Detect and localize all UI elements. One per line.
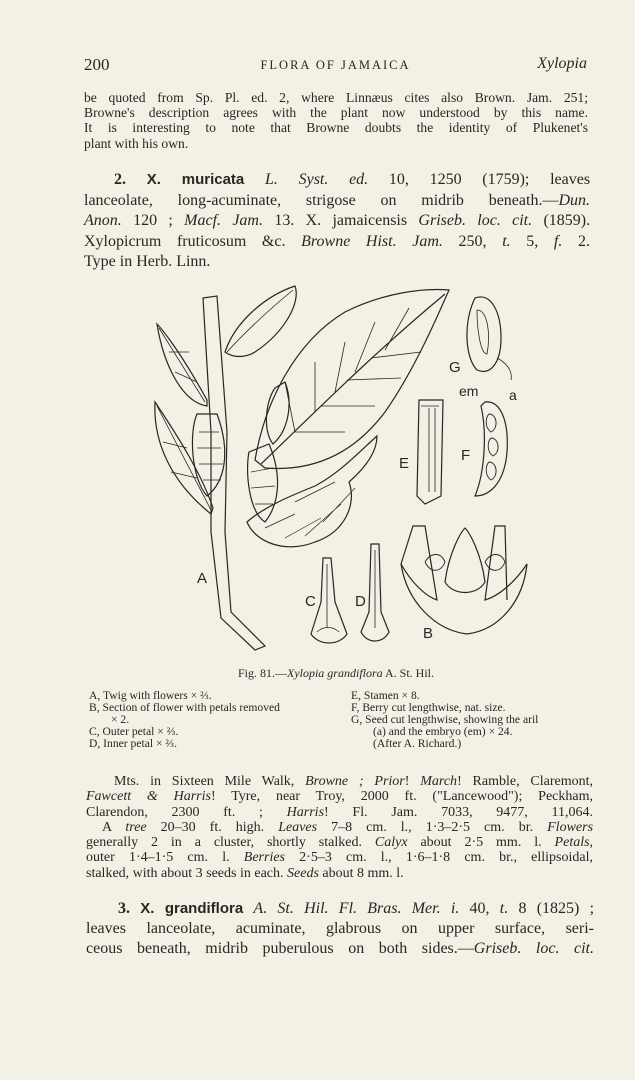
citation-text: 250, (458, 232, 487, 250)
description-text: 20–30 ft. high. (160, 819, 265, 835)
species-name: X. grandiflora (140, 900, 244, 917)
description-text: 7–8 cm. l., 1·3–2·5 cm. br. (331, 819, 534, 835)
caption-species: Xylopia grandiflora (286, 666, 383, 680)
description-text: ceous beneath, midrib puberulous on both sides.— (86, 940, 474, 957)
main-stem (203, 296, 265, 650)
citation-text: 120 ; (133, 212, 173, 229)
petal-C-detail (317, 564, 339, 632)
description-text: about 8 mm. l. (322, 865, 404, 881)
stamen-E-detail (421, 406, 439, 492)
description-text: outer 1·4–1·5 cm. l. (86, 850, 230, 866)
legend-item: (a) and the embryo (em) × 24. (373, 725, 513, 739)
synonym-text: Xylopicrum fruticosum &c. (84, 232, 286, 250)
seed-G-embryo (477, 310, 489, 354)
author-abbrev: L. (264, 171, 278, 188)
species-line (84, 170, 590, 191)
stamen-E (417, 400, 443, 504)
collector-name: Browne ; Prior (305, 774, 405, 789)
flower-cluster-hatch (265, 482, 355, 538)
text-line (86, 789, 593, 804)
figure-label-G: G (449, 359, 461, 376)
text-line (86, 805, 593, 820)
intro-line: plant with his own. (84, 135, 189, 151)
citation-text: 2. (578, 232, 591, 250)
seed-G-aril (497, 358, 511, 380)
citation-text: 13. X. jamaicensis (274, 212, 408, 229)
specimens-and-description (86, 774, 593, 881)
intro-paragraph (84, 90, 588, 151)
flower-bud-2-hatch (251, 468, 275, 504)
citation-abbrev: f. (553, 232, 563, 250)
species-grandiflora-entry (86, 899, 594, 959)
citation-text: (1859). (543, 212, 591, 229)
species-line (84, 232, 590, 253)
legend-item: × 2. (111, 713, 130, 727)
citation-text: 40, (469, 900, 490, 917)
legend-item: D, Inner petal × ⅔. (89, 737, 177, 751)
flower-section-B-stamens (425, 555, 505, 571)
locality-text: ! Tyre, near Troy, 2000 ft. ("Lancewood"); Peckham, (210, 789, 593, 805)
text-line (86, 820, 593, 835)
figure-label-D: D (355, 593, 366, 610)
legend-item: E, Stamen × 8. (351, 689, 420, 702)
running-genus: Xylopia (537, 55, 587, 72)
description-term: Seeds (287, 865, 319, 881)
legend-right-column (351, 690, 601, 750)
figure-label-A: A (197, 570, 208, 587)
intro-line: Browne's description agrees with the plant now understood by this name. (84, 105, 588, 121)
species-line (86, 939, 594, 959)
punct: ! (404, 774, 410, 789)
figure-label-em: em (459, 383, 479, 399)
citation-work: Syst. ed. (298, 171, 369, 188)
locality-text: Mts. in Sixteen Mile Walk, (114, 774, 295, 789)
collector-name: Fawcett & Harris (86, 789, 211, 805)
collector-name: March (420, 774, 458, 789)
species-line (84, 191, 590, 212)
description-term: Leaves (278, 819, 318, 835)
legend-item: A, Twig with flowers × ⅔. (89, 689, 212, 702)
species-number: 3. (118, 900, 130, 917)
legend-left-column (89, 690, 339, 750)
description-text: lanceolate, long-acuminate, strigose on midrib beneath.— (84, 191, 559, 209)
text-line (86, 850, 593, 865)
left-leaf-lower-vein (157, 406, 211, 510)
caption-prefix: Fig. 81.— (237, 666, 287, 680)
flower-section-B (401, 526, 527, 634)
description-text: stalked, with about 3 seeds in each. (86, 865, 284, 881)
citation-work: Anon. (84, 212, 122, 229)
species-muricata-entry (84, 170, 590, 273)
flower-section-B-ovary (445, 528, 485, 593)
botanical-illustration (145, 282, 535, 657)
figure-caption (84, 666, 588, 681)
flower-bud-1-hatch (197, 432, 223, 480)
locality-text: ! Ramble, Claremont, (457, 774, 593, 789)
species-name: X. muricata (146, 171, 245, 188)
text-line (86, 866, 593, 881)
citation-work: Griseb. loc. cit. (418, 212, 533, 229)
citation-text: 5, (526, 232, 539, 250)
running-title: FLORA OF JAMAICA (260, 58, 411, 72)
species-line (86, 899, 594, 919)
page-number: 200 (84, 55, 110, 74)
description-text: about 2·5 mm. l. (420, 835, 542, 851)
description-term: tree (125, 819, 147, 835)
legend-item: G, Seed cut lengthwise, showing the aril (351, 713, 539, 727)
intro-line: It is interesting to note that Browne doubts the identity of Plukenet's (84, 120, 588, 136)
legend-item: F, Berry cut lengthwise, nat. size. (351, 701, 506, 715)
citation-author: Dun. (558, 191, 590, 209)
description-term: Petals, (554, 835, 594, 851)
legend-item: C, Outer petal × ⅔. (89, 725, 179, 739)
intro-line: be quoted from Sp. Pl. ed. 2, where Linnæus cites also Brown. Jam. 251; (84, 90, 588, 105)
figure-label-B: B (423, 625, 434, 642)
big-leaf-veins (285, 308, 421, 432)
citation-work: A. St. Hil. Fl. Bras. Mer. i. (253, 900, 460, 917)
berry-F-seeds (486, 414, 498, 480)
berry-F (475, 402, 507, 496)
citation-work: Macf. Jam. (184, 212, 263, 229)
description-term: Berries (243, 850, 285, 866)
citation-work: Browne Hist. Jam. (301, 232, 443, 250)
citation-text: 10, 1250 (1759); leaves (388, 171, 591, 188)
figure-label-C: C (305, 593, 316, 610)
species-line: leaves lanceolate, acuminate, glabrous on upper surface, seri- (86, 920, 594, 937)
figure-label-E: E (399, 455, 410, 472)
running-header (84, 55, 587, 77)
petal-C (311, 558, 347, 643)
flower-bud-3 (266, 382, 289, 444)
locality-text: ! Fl. Jam. 7033, 9477, 11,064. (324, 804, 594, 820)
seed-G (467, 297, 501, 371)
second-leaf-vein (227, 290, 293, 352)
legend-item: B, Section of flower with petals removed (89, 701, 280, 715)
citation-abbrev: t. (502, 232, 511, 250)
locality-text: Clarendon, 2300 ft. ; (86, 804, 263, 820)
big-leaf-midrib (261, 294, 445, 464)
text-line (86, 835, 593, 850)
caption-author: A. St. Hil. (385, 666, 435, 680)
species-line: Type in Herb. Linn. (84, 253, 211, 270)
figure-label-a: a (509, 387, 517, 403)
description-text: 2·5–3 cm. l., 1·6–1·8 cm. br., ellipsoidal, (299, 850, 593, 866)
left-leaf-upper-vein (159, 328, 205, 402)
species-line (84, 211, 590, 232)
text-line (86, 774, 593, 789)
description-text: A (102, 819, 112, 835)
legend-item: (After A. Richard.) (373, 737, 462, 751)
species-number: 2. (114, 171, 126, 188)
collector-name: Harris (286, 804, 325, 820)
figure-label-F: F (461, 447, 471, 464)
description-term: Flowers (547, 819, 594, 835)
citation-text: 8 (1825) ; (518, 900, 595, 917)
description-text: generally 2 in a cluster, shortly stalked. (86, 835, 362, 851)
citation-work: Griseb. loc. cit. (473, 940, 595, 957)
citation-abbrev: t. (499, 900, 509, 917)
description-term: Calyx (374, 835, 408, 851)
